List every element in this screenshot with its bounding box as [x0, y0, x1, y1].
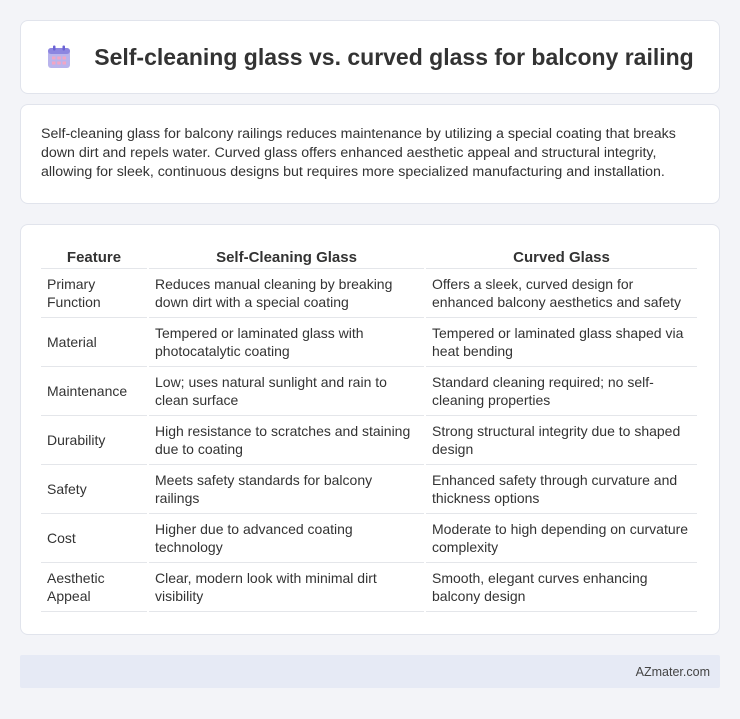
curved-cell: Moderate to high depending on curvature complexity	[426, 514, 697, 563]
self-cleaning-cell: Low; uses natural sunlight and rain to clean surface	[149, 367, 424, 416]
feature-cell: Primary Function	[41, 269, 147, 318]
table-row	[41, 269, 697, 318]
self-cleaning-cell: Reduces manual cleaning by breaking down dirt with a special coating	[149, 269, 424, 318]
self-cleaning-cell: High resistance to scratches and staining due to coating	[149, 416, 424, 465]
feature-cell: Durability	[41, 416, 147, 465]
feature-cell: Cost	[41, 514, 147, 563]
curved-cell: Offers a sleek, curved design for enhanced balcony aesthetics and safety	[426, 269, 697, 318]
curved-cell: Smooth, elegant curves enhancing balcony design	[426, 563, 697, 612]
feature-cell: Maintenance	[41, 367, 147, 416]
footer	[20, 655, 720, 688]
curved-cell: Enhanced safety through curvature and thickness options	[426, 465, 697, 514]
header-feature: Feature	[41, 247, 147, 269]
footer-brand: AZmater.com	[635, 664, 710, 679]
intro-card	[20, 104, 720, 204]
comparison-table	[39, 247, 699, 612]
self-cleaning-cell: Meets safety standards for balcony railings	[149, 465, 424, 514]
curved-cell: Standard cleaning required; no self-cleaning properties	[426, 367, 697, 416]
header-curved: Curved Glass	[426, 247, 697, 269]
table-row	[41, 318, 697, 367]
table-header-row	[41, 247, 697, 269]
feature-cell: Safety	[41, 465, 147, 514]
curved-cell: Tempered or laminated glass shaped via heat bending	[426, 318, 697, 367]
curved-cell: Strong structural integrity due to shaped design	[426, 416, 697, 465]
table-row	[41, 416, 697, 465]
self-cleaning-cell: Higher due to advanced coating technology	[149, 514, 424, 563]
table-row	[41, 563, 697, 612]
title-card	[20, 20, 720, 94]
comparison-card	[20, 224, 720, 635]
table-row	[41, 514, 697, 563]
feature-cell: Aesthetic Appeal	[41, 563, 147, 612]
calendar-icon	[46, 44, 72, 70]
self-cleaning-cell: Tempered or laminated glass with photocatalytic coating	[149, 318, 424, 367]
self-cleaning-cell: Clear, modern look with minimal dirt visibility	[149, 563, 424, 612]
intro-text: Self-cleaning glass for balcony railings reduces maintenance by utilizing a special coating that breaks down dirt and repels water. Curved glass offers enhanced aesthetic appeal and structural integrity, allowing for sleek, continuous designs but requires more specialized manufacturing and installation.	[41, 126, 676, 180]
table-row	[41, 465, 697, 514]
page-title: Self-cleaning glass vs. curved glass for balcony railing	[94, 43, 694, 70]
table-row	[41, 367, 697, 416]
feature-cell: Material	[41, 318, 147, 367]
header-self-cleaning: Self-Cleaning Glass	[149, 247, 424, 269]
